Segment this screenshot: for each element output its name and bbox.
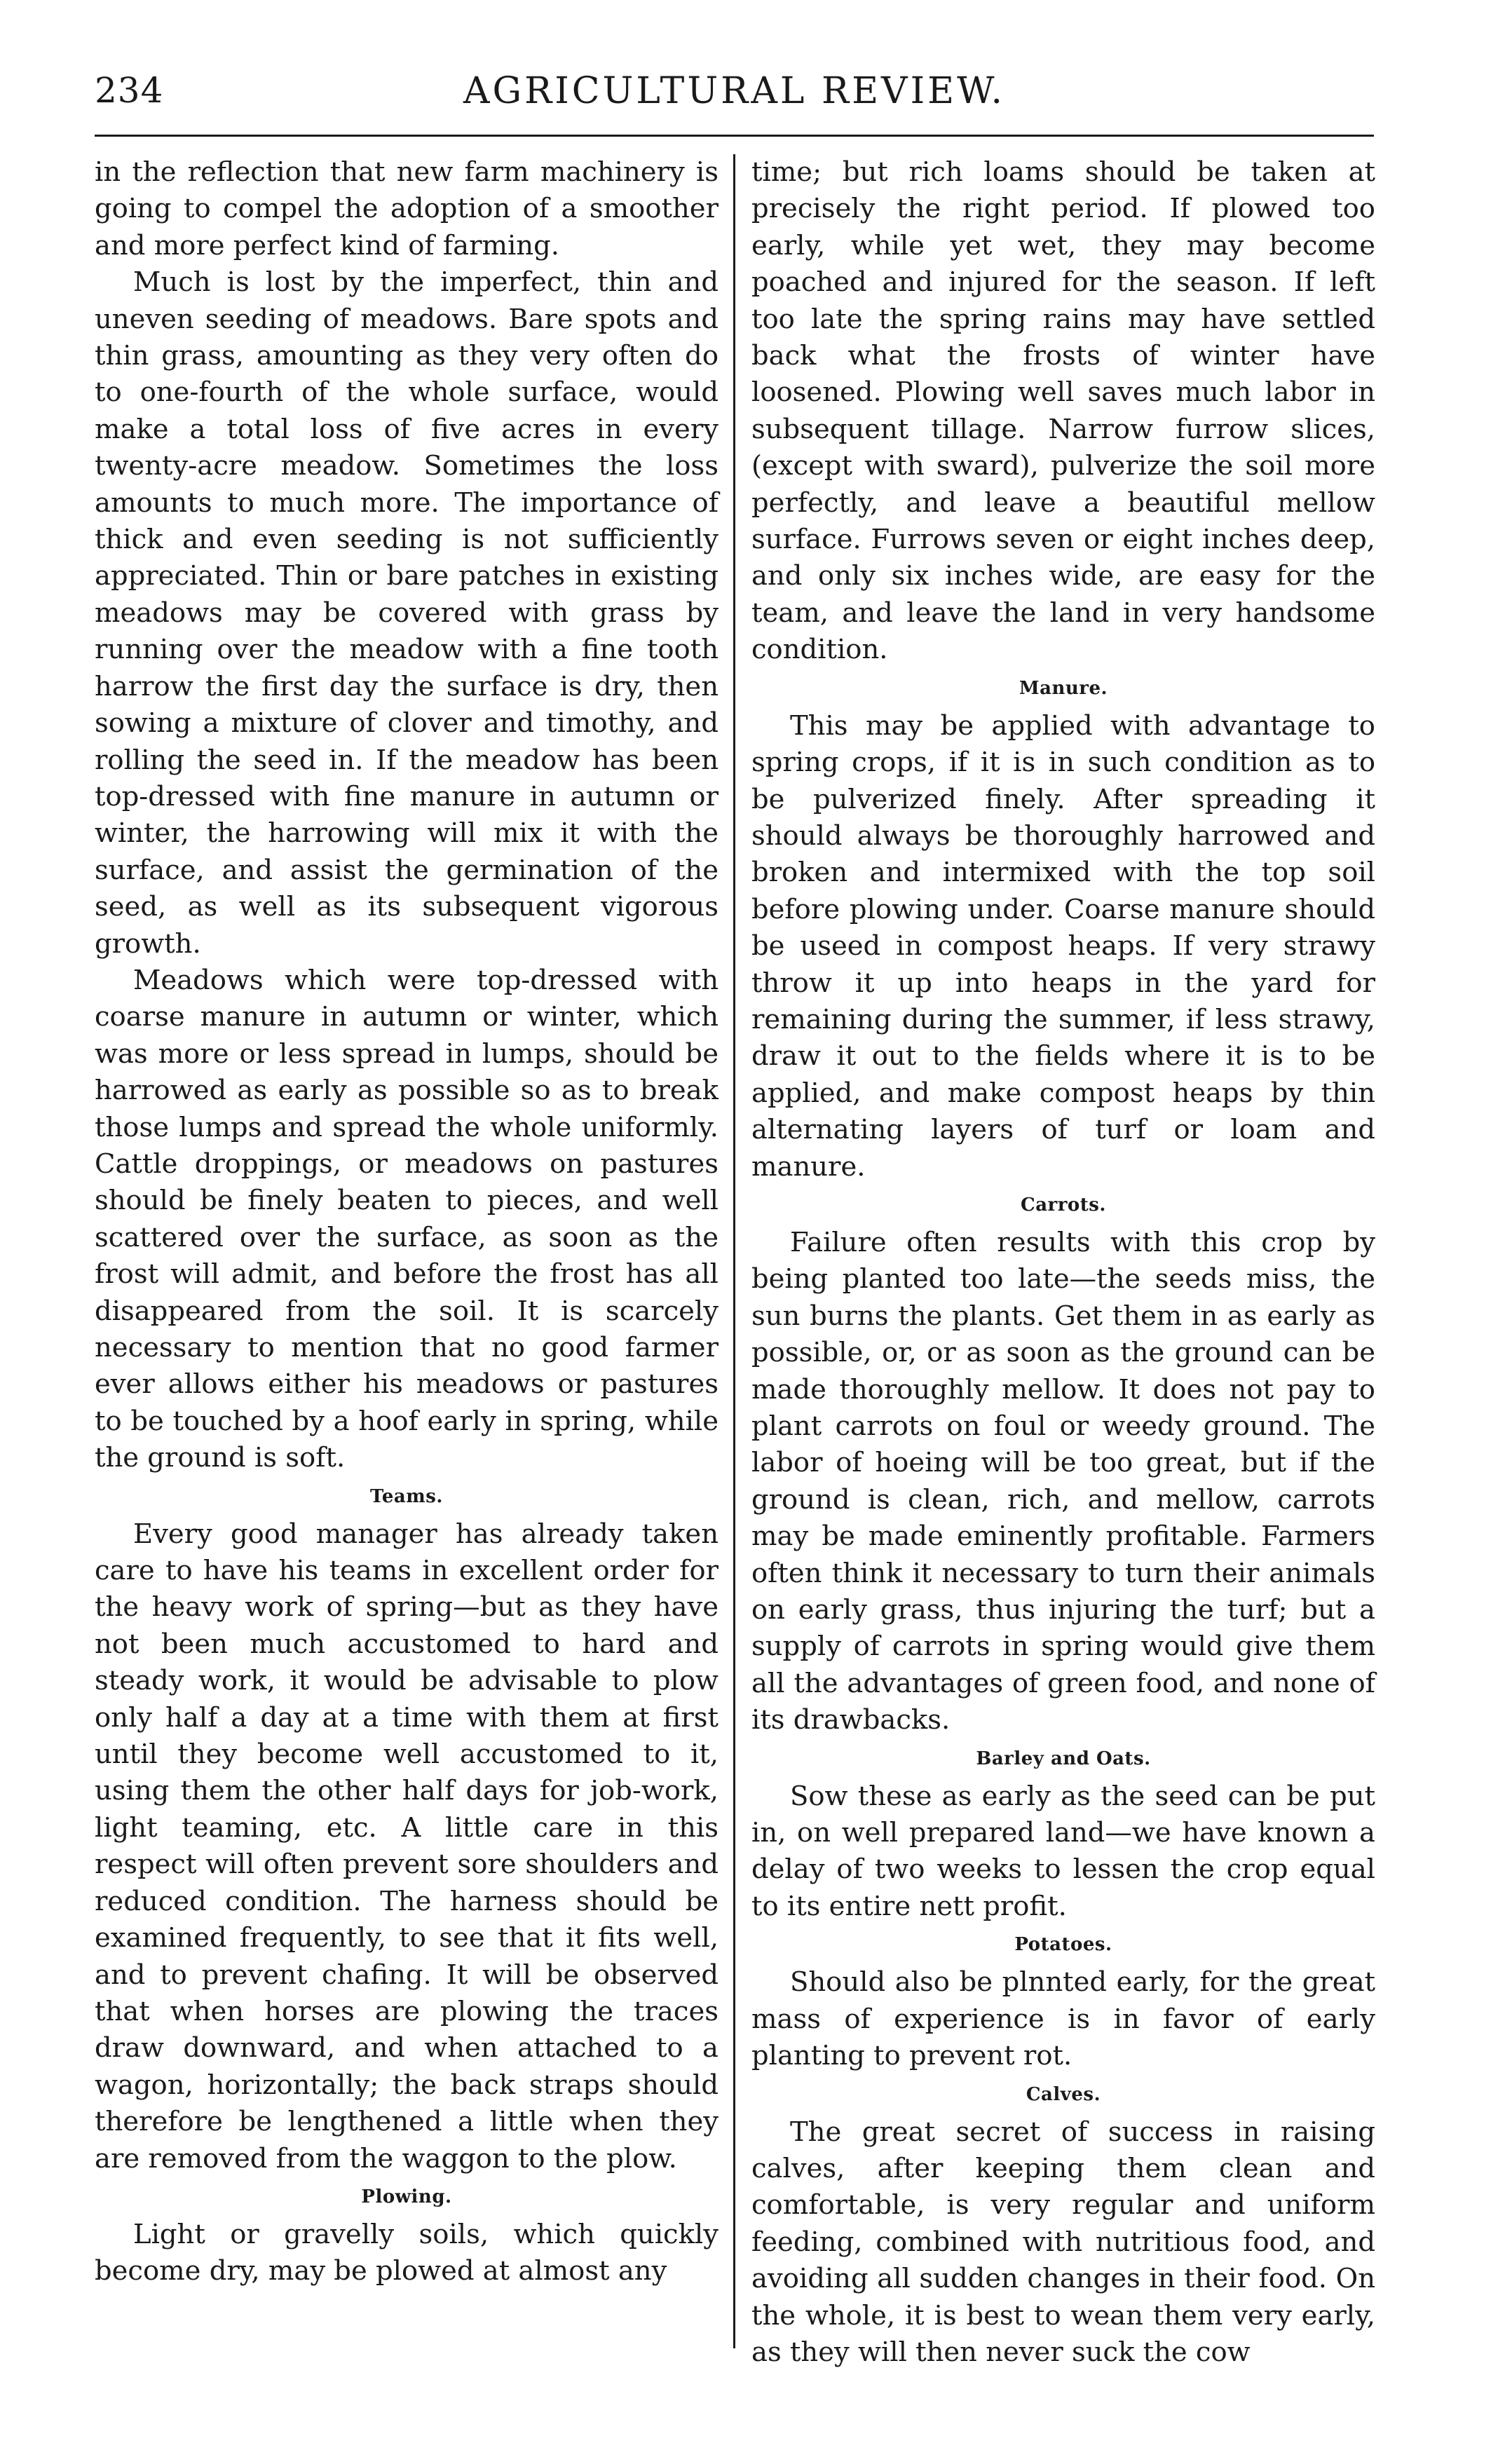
section-heading-potatoes: Potatoes. — [1014, 1934, 1112, 1956]
right-column — [751, 154, 1375, 2371]
paragraph: in the reflection that new farm machinery is going to compel the adoption of a smoother and more perfect kind of farming. — [95, 156, 718, 261]
paragraph: Meadows which were top-dressed with coarse manure in autumn or winter, which was more or less spread in lumps, should be harrowed as early as possible so as to break those lumps and spread the whole uniformly. Cattle droppings, or meadows on pastures should be finely beaten to pieces, and well scattered over the surface, as soon as the frost will admit, and before the frost has all disappeared from the soil. It is scarcely necessary to mention that no good farmer ever allows either his meadows or pastures to be touched by a hoof early in spring, while the ground is soft. — [95, 964, 718, 1474]
section-heading-barley-oats: Barley and Oats. — [976, 1748, 1151, 1769]
left-column — [95, 154, 718, 2290]
header-rule — [95, 135, 1374, 137]
section-heading-carrots: Carrots. — [1021, 1194, 1106, 1216]
paragraph: This may be applied with advantage to spring crops, if it is in such condition as to be pulverized finely. After spreading it should always be thoroughly harrowed and broken and intermixed with the top soil before plowing under. Coarse manure should be useed in compost heaps. If very strawy throw it up into heaps in the yard for remaining during the summer, if less strawy, draw it out to the fields where it is to be applied, and make compost heaps by thin alternating layers of turf or loam and manure. — [751, 709, 1375, 1183]
section-heading-calves: Calves. — [1026, 2083, 1101, 2105]
paragraph: Sow these as early as the seed can be put in, on well prepared land—we have known a delay of two weeks to lessen the crop equal to its entire nett profit. — [751, 1780, 1375, 1922]
paragraph: Much is lost by the imperfect, thin and uneven seeding of meadows. Bare spots and thin grass, amounting as they very often do to one-fourth of the whole surface, would make a total loss of five acres in every twenty-acre meadow. Sometimes the loss amounts to much more. The importance of thick and even seeding is not sufficiently appreciated. Thin or bare patches in existing meadows may be covered with grass by running over the meadow with a fine tooth harrow the first day the surface is dry, then sowing a mixture of clover and timothy, and rolling the seed in. If the meadow has been top-dressed with fine manure in autumn or winter, the harrowing will mix it with the surface, and assist the germination of the seed, as well as its subsequent vigorous growth. — [95, 266, 718, 960]
section-heading-teams: Teams. — [370, 1485, 443, 1507]
paragraph: Failure often results with this crop by being planted too late—the seeds miss, the sun burns the plants. Get them in as early as possible, or, or as soon as the ground can be made thoroughly mellow. It does not pay to plant carrots on foul or weedy ground. The labor of hoeing will be too great, but if the ground is clean, rich, and mellow, carrots may be made eminently profitable. Farmers often think it necessary to turn their animals on early grass, thus injuring the turf; but a supply of carrots in spring would give them all the advantages of green food, and none of its drawbacks. — [751, 1226, 1375, 1736]
running-title: AGRICULTURAL REVIEW. — [463, 70, 1005, 112]
page-number: 234 — [95, 70, 164, 111]
paragraph: time; but rich loams should be taken at precisely the right period. If plowed too early, while yet wet, they may become poached and injured for the season. If left too late the spring rains may have settled back what the frosts of winter have loosened. Plowing well saves much labor in subsequent tillage. Narrow furrow slices, (except with sward), pulverize the soil more perfectly, and leave a beautiful mellow surface. Furrows seven or eight inches deep, and only six inches wide, are easy for the team, and leave the land in very handsome condition. — [751, 156, 1375, 666]
paragraph: Light or gravelly soils, which quickly become dry, may be plowed at almost any — [95, 2218, 718, 2287]
page-header — [95, 70, 1374, 126]
section-heading-manure: Manure. — [1019, 677, 1108, 699]
paragraph: Should also be plnnted early, for the great mass of experience is in favor of early planting to prevent rot. — [751, 1966, 1375, 2072]
paragraph: The great secret of success in raising calves, after keeping them clean and comfortable, is very regular and uniform feeding, combined with nutritious food, and avoiding all sudden changes in their food. On the whole, it is best to wean them very early, as they will then never suck the cow — [751, 2116, 1375, 2368]
column-divider — [733, 154, 735, 2348]
section-heading-plowing: Plowing. — [361, 2186, 452, 2207]
paragraph: Every good manager has already taken care to have his teams in excellent order for the heavy work of spring—but as they have not been much accustomed to hard and steady work, it would be advisable to plow only half a day at a time with them at first until they become well accustomed to it, using them the other half days for job-work, light teaming, etc. A little care in this respect will often prevent sore shoulders and reduced condition. The harness should be examined frequently, to see that it fits well, and to prevent chafing. It will be observed that when horses are plowing the traces draw downward, and when attached to a wagon, horizontally; the back straps should therefore be lengthened a little when they are removed from the waggon to the plow. — [95, 1518, 718, 2175]
